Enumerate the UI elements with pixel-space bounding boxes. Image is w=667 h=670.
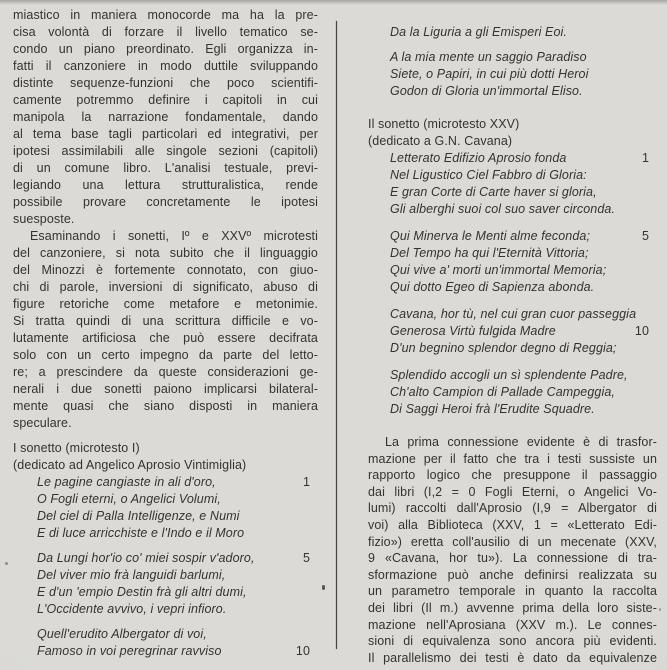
- prose-line: lutamente artificiosa che può essere decifrata: [13, 331, 318, 345]
- verse-text: Qui Minerva le Menti alme feconda;: [390, 229, 591, 243]
- verse-number: [304, 626, 310, 643]
- scan-speck: [322, 585, 325, 590]
- prose-line: re; a prescindere da queste considerazioni ge-: [13, 365, 318, 379]
- verse-text: Qui vive a' morti un'immortal Memoria;: [390, 263, 607, 277]
- verse-line: [390, 167, 649, 184]
- sonnet2-tercet-1: [368, 306, 657, 357]
- verse-line: [390, 279, 649, 296]
- sonnet1-heading: [13, 440, 318, 474]
- verse-line: [37, 525, 310, 542]
- left-paragraph-2: [13, 228, 318, 432]
- verse-number: [643, 49, 649, 66]
- verse-line: [390, 150, 649, 167]
- sonnet2-quatrain-1: [368, 150, 657, 218]
- verse-number: 5: [302, 551, 310, 565]
- sonnet2-dedication: (dedicato a G.N. Cavana): [368, 134, 513, 148]
- prose-line: manipola la narrazione fondamentale, dando: [13, 110, 318, 124]
- verse-line: [390, 306, 649, 323]
- verse-line: [390, 323, 649, 340]
- prose-line: un parametro temporale in quanto la raccolta: [368, 584, 657, 599]
- verse-number: [643, 367, 649, 384]
- verse-number: [643, 262, 649, 279]
- prose-line: speculare.: [13, 416, 72, 430]
- sonnet1-quatrain-2: [13, 550, 318, 618]
- prose-line: dai libri (I,2 = 0 Fogli Eterni, o Angelici Vo-: [368, 484, 657, 499]
- verse-text: Le pagine cangiaste in ali d'oro,: [37, 475, 216, 489]
- verse-text: Generosa Virtù fulgida Madre: [390, 324, 556, 338]
- verse-text: Letterato Edifizio Aprosio fonda: [390, 151, 567, 165]
- right-paragraph-1: [368, 434, 657, 666]
- prose-line: mazione per il fatto che tra i testi sussiste un: [368, 451, 657, 466]
- verse-line: [390, 201, 649, 218]
- scan-speck: [5, 562, 8, 565]
- verse-text: Da la Liguria a gli Emisperi Eoi.: [390, 25, 567, 39]
- verse-text: Cavana, hor tù, nel cui gran cuor passeggia: [390, 307, 637, 321]
- verse-line: [37, 643, 310, 660]
- verse-number: [643, 279, 649, 296]
- verse-line: [390, 228, 649, 245]
- sonnet2-quatrain-2: [368, 228, 657, 296]
- verse-text: Da Lungi hor'io co' miei sospir v'adoro,: [37, 551, 255, 565]
- verse-line: [37, 474, 310, 491]
- verse-number: [643, 201, 649, 218]
- verse-number: [643, 24, 649, 41]
- prose-line: di un comune libro. L'analisi testuale, previ-: [13, 161, 318, 175]
- left-paragraph-1: [13, 7, 318, 228]
- verse-line: [390, 367, 649, 384]
- verse-number: 10: [634, 324, 649, 338]
- verse-line: [37, 584, 310, 601]
- prose-line: fizio») eretta coll'ausilio di un mecenate (XXV,: [368, 534, 657, 549]
- verse-line: [390, 340, 649, 357]
- verse-number: 5: [641, 229, 649, 243]
- verse-number: 1: [302, 475, 310, 489]
- sonnet1-closing-tercet: [368, 49, 657, 100]
- scan-speck: [659, 608, 661, 611]
- left-column: [13, 7, 318, 660]
- verse-text: D'un begnino splendor degno di Reggia;: [390, 341, 617, 355]
- right-column: [368, 24, 657, 666]
- prose-line: sioni di equivalenza sono ancora più evidenti.: [368, 634, 657, 649]
- sonnet1-title: I sonetto (microtesto I): [13, 441, 140, 455]
- verse-text: L'Occidente avvivo, i vepri infioro.: [37, 602, 227, 616]
- verse-number: 1: [641, 151, 649, 165]
- verse-text: E di luce arricchiste e l'Indo e il Moro: [37, 526, 245, 540]
- verse-number: [643, 184, 649, 201]
- verse-text: Famoso in voi peregrinar ravviso: [37, 644, 222, 658]
- prose-line: fatti il canzoniere in modo duttile sviluppando: [13, 59, 318, 73]
- verse-line: [390, 49, 649, 66]
- verse-text: Quell'erudito Albergator di voi,: [37, 627, 207, 641]
- prose-line: rapporto logico che presuppone il passaggio: [368, 468, 657, 483]
- verse-text: O Fogli eterni, o Angelici Volumi,: [37, 492, 221, 506]
- verse-text: Gli alberghi suoi col suo saver circonda.: [390, 202, 616, 216]
- prose-line: Si tratta quindi di una scrittura difficile e vo-: [13, 314, 318, 328]
- verse-number: [643, 306, 649, 323]
- scan-top-shadow: [0, 0, 667, 5]
- prose-line: ipotesi assimilabili alle singole sezioni (capitoli): [13, 144, 318, 158]
- verse-number: [643, 401, 649, 418]
- prose-line: Esaminando i sonetti, Iº e XXVº microtesti: [30, 229, 318, 243]
- verse-text: Splendido accogli un sì splendente Padre,: [390, 368, 628, 382]
- verse-line: [37, 491, 310, 508]
- verse-number: [643, 83, 649, 100]
- prose-line: chi di parole, inversioni di significato, abuso di: [13, 280, 318, 294]
- verse-line: [37, 626, 310, 643]
- prose-line: suesposte.: [13, 212, 75, 226]
- prose-line: legiando una lettura strutturalistica, rende: [13, 178, 318, 192]
- sonnet2-heading: [368, 116, 657, 150]
- sonnet1-dedication: (dedicato ad Angelico Aprosio Vintimiglia): [13, 458, 247, 472]
- prose-line: solo con un certo impegno da parte del letto-: [13, 348, 318, 362]
- verse-text: Del ciel di Palla Intelligenze, e Numi: [37, 509, 240, 523]
- sonnet1-tercet-1: [13, 626, 318, 660]
- verse-line: [390, 245, 649, 262]
- verse-number: [304, 525, 310, 542]
- prose-line: del Minozzi è fortemente connotato, con giuo-: [13, 263, 318, 277]
- sonnet2-title: Il sonetto (microtesto XXV): [368, 117, 520, 131]
- prose-line: distinte sequenze-funzioni che poco scientifi-: [13, 76, 318, 90]
- sonnet1-quatrain-1: [13, 474, 318, 542]
- verse-line: [390, 184, 649, 201]
- prose-line: camente potremmo definire i capitoli in cui: [13, 93, 318, 107]
- verse-line: [37, 550, 310, 567]
- verse-number: [304, 508, 310, 525]
- verse-number: 10: [295, 644, 310, 658]
- verse-line: [390, 24, 649, 41]
- prose-line: mazione nell'Aprosiana (XXV m.). Le connes-: [368, 617, 657, 632]
- verse-line: [390, 401, 649, 418]
- prose-line: del canzoniere, si nota subito che il linguaggio: [13, 246, 318, 260]
- verse-line: [390, 66, 649, 83]
- prose-line: lumi) raccolti dall'Aprosio (I,9 = Albergator di: [368, 501, 657, 516]
- verse-text: E d'un 'empio Destin frà gli altri dumi,: [37, 585, 247, 599]
- prose-line: possibile provare concretamente le ipotesi: [13, 195, 318, 209]
- verse-line: [37, 508, 310, 525]
- verse-text: Di Saggi Heroi frà l'Erudite Squadre.: [390, 402, 595, 416]
- prose-line: sformazione può anche definirsi realizzata su: [368, 567, 657, 582]
- verse-text: A la mia mente un saggio Paradiso: [390, 50, 587, 64]
- verse-text: Siete, o Papiri, in cui più dotti Heroi: [390, 67, 589, 81]
- prose-line: 9 «Cavana, hor tu»). La connessione di tra-: [368, 551, 657, 566]
- prose-line: dei libri (Il m.) avvenne prima della loro siste-: [368, 600, 657, 615]
- prose-line: miastico in maniera monocorde ma ha la pre-: [13, 8, 318, 22]
- verse-number: [643, 167, 649, 184]
- verse-number: [643, 384, 649, 401]
- verse-line: [390, 384, 649, 401]
- verse-number: [304, 567, 310, 584]
- column-divider-rule: [336, 21, 337, 649]
- prose-line: voi) alla Biblioteca (XXV, 1 = «Letterato Edi-: [368, 517, 657, 532]
- sonnet2-tercet-2: [368, 367, 657, 418]
- prose-line: al tema base tagli particolari ed integrativi, per: [13, 127, 318, 141]
- verse-line: [37, 567, 310, 584]
- verse-text: Ch'alto Campion di Pallade Campeggia,: [390, 385, 615, 399]
- verse-number: [643, 66, 649, 83]
- verse-number: [304, 491, 310, 508]
- verse-number: [304, 601, 310, 618]
- prose-line: cisa volontà di forzare il livello tematico se-: [13, 25, 318, 39]
- verse-text: Del viver mio frà languidi barlumi,: [37, 568, 226, 582]
- verse-text: Qui dotto Egeo di Sapienza abonda.: [390, 280, 595, 294]
- prose-line: nerali i due sonetti paiono implicarsi bilateral-: [13, 382, 318, 396]
- verse-number: [304, 584, 310, 601]
- prose-line: condo un piano preordinato. Egli organizza in-: [13, 42, 318, 56]
- verse-line: [390, 262, 649, 279]
- verse-line: [37, 601, 310, 618]
- verse-line: [390, 83, 649, 100]
- sonnet1-tercet-2-line: [368, 24, 657, 41]
- prose-line: La prima connessione evidente è di trasfor-: [385, 435, 657, 449]
- prose-line: figure retoriche come metafore e metonimie.: [13, 297, 318, 311]
- verse-text: Del Tempo ha qui l'Eternità Vittoria;: [390, 246, 589, 260]
- verse-text: Godon di Gloria un'immortal Eliso.: [390, 84, 583, 98]
- verse-text: Nel Ligustico Ciel Fabbro di Gloria:: [390, 168, 587, 182]
- prose-line: mente quasi che siano disposti in maniera: [13, 399, 318, 413]
- prose-line: Il parallelismo dei testi è dato da equivalenze: [368, 650, 657, 665]
- verse-number: [643, 340, 649, 357]
- verse-text: E gran Corte di Carte haver si gloria,: [390, 185, 597, 199]
- verse-number: [643, 245, 649, 262]
